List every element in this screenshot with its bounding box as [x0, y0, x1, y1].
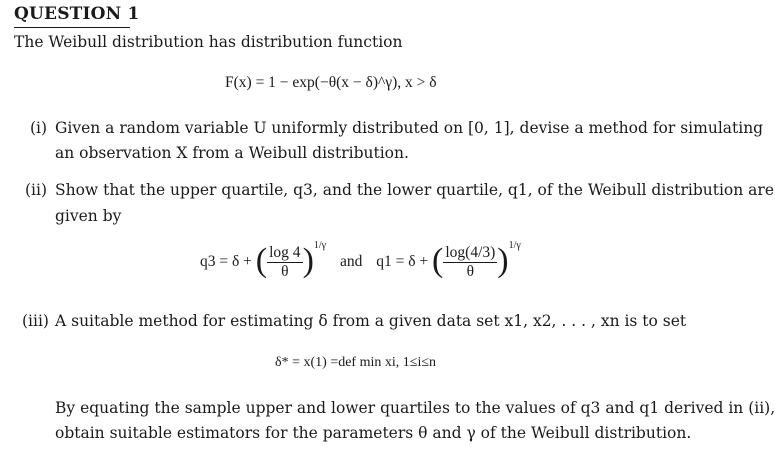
q1-denominator: θ — [466, 263, 475, 280]
part-i-label: (i) — [30, 119, 48, 137]
q3-fraction — [267, 244, 302, 281]
part-ii-line2: given by — [55, 207, 122, 225]
delta-star-formula: δ* = x(1) =def min xi, 1≤i≤n — [275, 355, 437, 370]
q1-numerator: log(4/3) — [445, 244, 496, 261]
q3-numerator: log 4 — [269, 244, 301, 261]
part-i-line2: an observation X from a Weibull distribution. — [55, 144, 409, 162]
q3-exponent: 1/γ — [313, 240, 327, 252]
cdf-formula: F(x) = 1 − exp(−θ(x − δ)^γ), x > δ — [225, 74, 437, 91]
part-i-line1: Given a random variable U uniformly distributed on [0, 1], devise a method for simulating — [55, 119, 764, 137]
part-ii-line1: Show that the upper quartile, q3, and the lower quartile, q1, of the Weibull distribution are — [55, 181, 774, 199]
and-word: and — [339, 253, 363, 271]
part-iii-line3: obtain suitable estimators for the parameters θ and γ of the Weibull distribution. — [55, 424, 692, 442]
intro-text: The Weibull distribution has distribution function — [14, 33, 403, 51]
quartile-formula — [200, 240, 521, 281]
q1-lhs: q1 = δ + — [376, 253, 429, 271]
title-underline — [14, 27, 130, 28]
part-iii-line1: A suitable method for estimating δ from a given data set x1, x2, . . . , xn is to set — [55, 312, 687, 330]
left-paren: ( — [432, 241, 444, 279]
part-iii-line2: By equating the sample upper and lower quartiles to the values of q3 and q1 derived in (ii), — [55, 399, 775, 417]
q1-exponent: 1/γ — [508, 240, 521, 252]
right-paren: ) — [497, 241, 509, 279]
right-paren: ) — [302, 241, 314, 279]
left-paren: ( — [255, 241, 268, 279]
question-title: QUESTION 1 — [14, 4, 140, 24]
q1-fraction — [443, 244, 497, 281]
part-iii-label: (iii) — [22, 312, 49, 330]
part-ii-label: (ii) — [25, 181, 48, 199]
q3-denominator: θ — [281, 263, 289, 280]
q3-lhs: q3 = δ + — [200, 253, 252, 271]
